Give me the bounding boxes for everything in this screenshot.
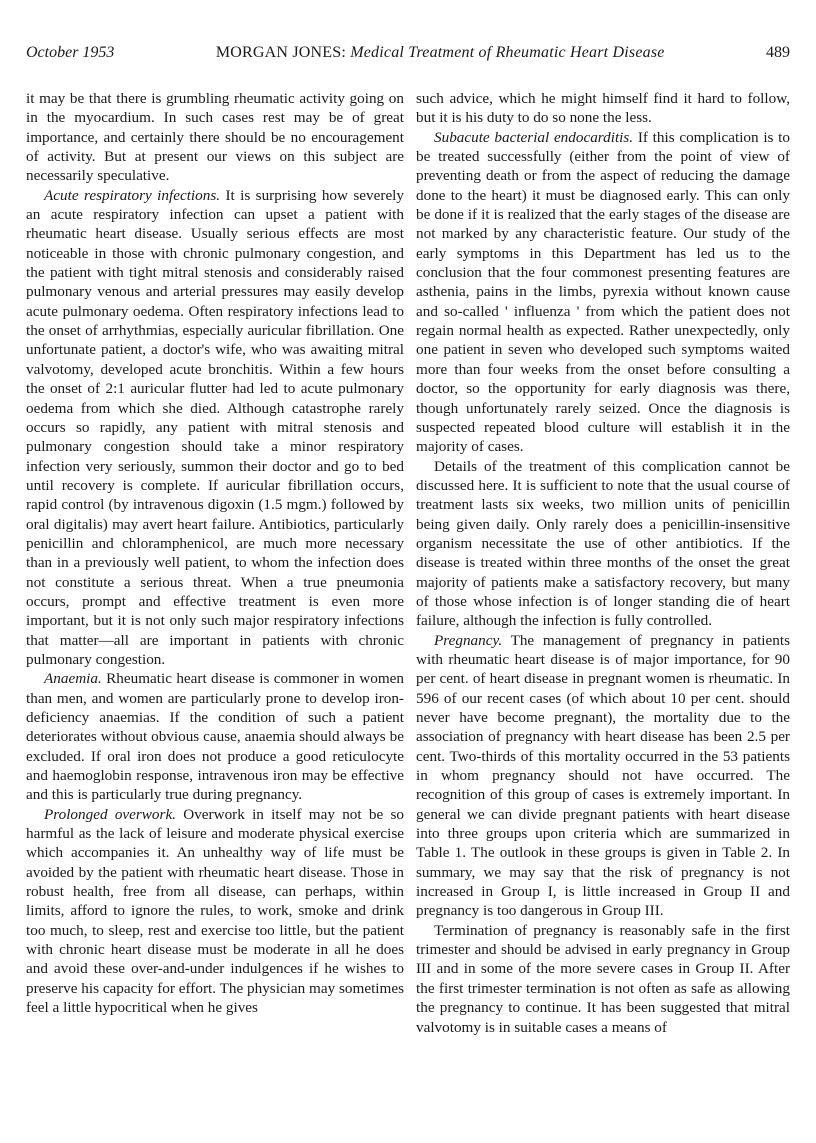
paragraph <box>416 631 790 921</box>
paragraph-body: It is surprising how severely an acute respiratory infection can upset a patient with rheumatic heart disease. Usually serious effects are most noticeable in those with chronic pulmonary congestion, and the patient with tight mitral stenosis and considerably raised pulmonary venous and arterial pressures may easily develop acute pulmonary oedema. Often respiratory infections lead to the onset of arrhythmias, especially auricular fibrillation. One unfortunate patient, a doctor's wife, who was awaiting mitral valvotomy, developed acute bronchitis. Within a few hours the onset of 2:1 auricular flutter had led to acute pulmonary oedema from which she died. Although catastrophe rarely occurs so rapidly, any patient with mitral stenosis and pulmonary congestion should take a minor respiratory infection very seriously, summon their doctor and go to bed until recovery is complete. If auricular fibrillation occurs, rapid control (by intravenous digoxin (1.5 mgm.) followed by oral digitalis) may avert heart failure. Antibiotics, particularly penicillin and chloramphenicol, are much more necessary than in a previously well patient, to whom the infection does not constitute a serious threat. When a true pneumonia occurs, prompt and effective treatment is even more important, but it is not only such major respiratory infections that matter—all are important in patients with chronic pulmonary congestion. <box>26 186 404 668</box>
paragraph-body: If this complication is to be treated successfully (either from the point of view of preventing death or from the aspect of reducing the damage done to the heart) it must be diagnosed early. This can only be done if it is realized that the early stages of the disease are not marked by any characteristic feature. Our study of the early symptoms in this Department has led us to the conclusion that the four commonest presenting features are asthenia, pains in the limbs, pyrexia without known cause and so-called ' influenza ' from which the patient does not regain normal health as expected. Rather unexpectedly, only one patient in seven who developed such symptoms waited more than four weeks from the onset before consulting a doctor, so the opportunity for early diagnosis was there, though unfortunately rarely seized. Once the diagnosis is suspected repeated blood culture will establish it in the majority of cases. <box>416 128 790 456</box>
paragraph: such advice, which he might himself find it hard to follow, but it is his duty to do so none the less. <box>416 90 790 127</box>
paragraph: Termination of pregnancy is reasonably safe in the first trimester and should be advised in early pregnancy in Group III and in some of the more severe cases in Group II. After the first trimester termination is not often as safe as allowing the pregnancy to continue. It has been suggested that mitral valvotomy is in suitable cases a means of <box>416 921 790 1036</box>
section-heading: Pregnancy. <box>434 631 503 649</box>
header-author: MORGAN JONES: <box>215 44 347 61</box>
paragraph: it may be that there is grumbling rheumatic activity going on in the myocardium. In such cases rest may be of great importance, and certainly there should be no encouragement of activity. But at present our views on this subject are necessarily speculative. <box>26 90 404 185</box>
section-heading: Prolonged overwork. <box>44 805 176 823</box>
running-header <box>26 44 790 70</box>
left-column <box>26 89 404 1018</box>
header-date: October 1953 <box>26 44 115 61</box>
paragraph <box>26 669 404 804</box>
paragraph-body: The management of pregnancy in patients with rheumatic heart disease is of major importance, for 90 per cent. of heart disease in pregnant women is rheumatic. In 596 of our recent cases (of which about 10 per cent. should never have become pregnant), the mortality due to the association of pregnancy with heart disease has been 2.5 per cent. Two-thirds of this mortality occurred in the 53 patients in whom pregnancy should not have occurred. The recognition of this group of cases is extremely important. In general we can divide pregnant patients with heart disease into three groups upon criteria which are summarized in Table 1. The outlook in these groups is given in Table 2. In summary, we may say that the risk of pregnancy is not increased in Group I, is little increased in Group II and pregnancy is too dangerous in Group III. <box>416 631 790 920</box>
section-heading: Acute respiratory infections. <box>44 186 221 204</box>
paragraph-body: Overwork in itself may not be so harmful as the lack of leisure and moderate physical exercise which accompanies it. An unhealthy way of life must be avoided by the patient with rheumatic heart disease. Those in robust health, free from all disease, can perhaps, within limits, afford to ignore the rules, to work, smoke and drink too much, to sleep, rest and exercise too little, but the patient with chronic heart disease must be moderate in all he does and avoid these over-and-under indulgences if he wishes to preserve his capacity for effort. The physician may sometimes feel a little hypocritical when he gives <box>26 805 404 1017</box>
page-number: 489 <box>766 44 790 61</box>
paragraph-body: Rheumatic heart disease is commoner in women than men, and women are particularly prone to develop iron-deficiency anaemias. If the condition of such a patient deteriorates without obvious cause, anaemia should always be excluded. If oral iron does not produce a good reticulocyte and haemoglobin response, intravenous iron may be effective and this is particularly true during pregnancy. <box>26 670 404 804</box>
section-heading: Anaemia. <box>44 670 102 688</box>
right-column <box>416 89 790 1037</box>
paragraph <box>416 128 790 457</box>
paragraph: Details of the treatment of this complication cannot be discussed here. It is sufficient to note that the usual course of treatment lasts six weeks, two million units of penicillin being given daily. Only rarely does a penicillin-insensitive organism necessitate the use of other antibiotics. If the disease is treated within three months of the onset the great majority of patients make a satisfactory recovery, but many of those whose infection is of longer standing die of heart failure, although the infection is fully controlled. <box>416 457 790 630</box>
section-heading: Subacute bacterial endocarditis. <box>434 128 634 146</box>
paragraph <box>26 186 404 670</box>
header-title <box>216 44 665 62</box>
paragraph <box>26 805 404 1018</box>
header-article-title: Medical Treatment of Rheumatic Heart Disease <box>350 44 665 61</box>
